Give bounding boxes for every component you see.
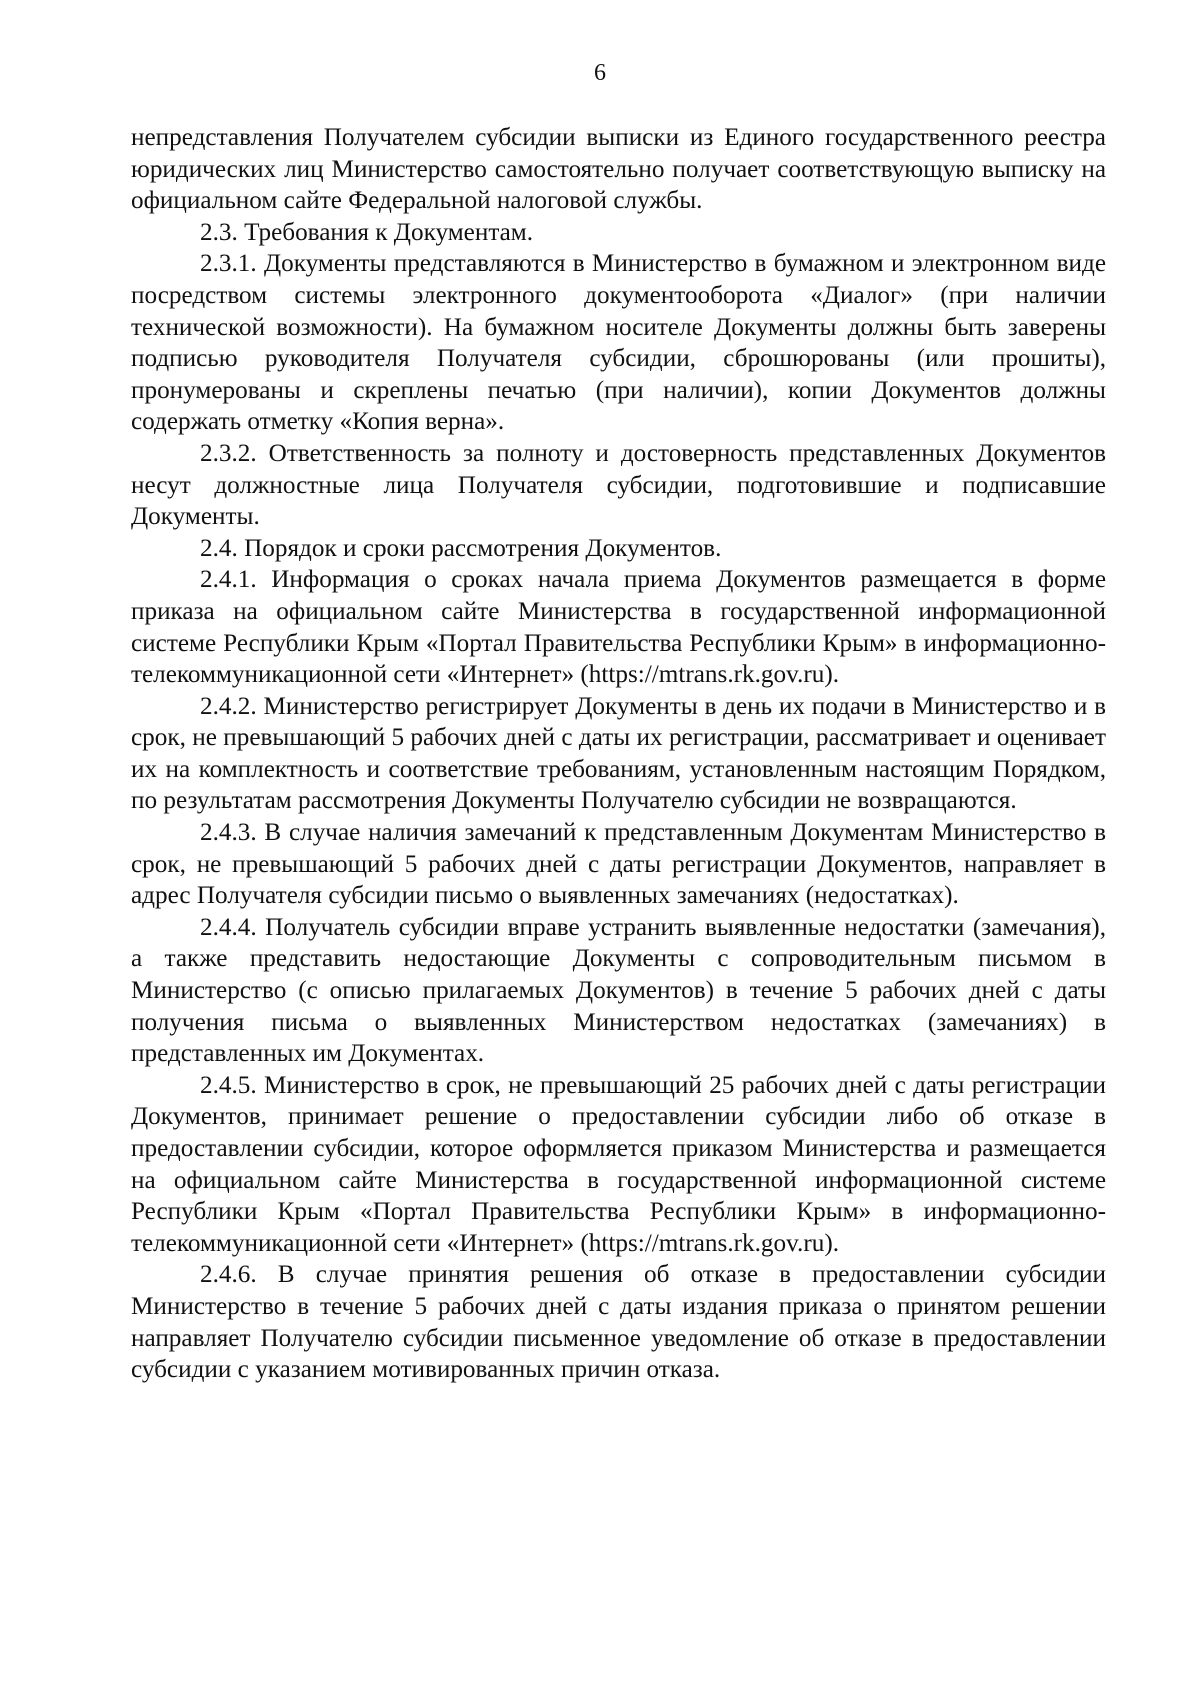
section-heading-2-3: 2.3. Требования к Документам. <box>200 218 534 246</box>
paragraph-2-4-3: 2.4.3. В случае наличия замечаний к представленным Документам Министерство в срок, не превышающий 5 рабочих дней с даты регистрации Документов, направляет в адрес Получателя субсидии письмо о выявленных замечаниях (недостатках). <box>131 819 1106 910</box>
paragraph-2-3-1: 2.3.1. Документы представляются в Министерство в бумажном и электронном виде посредством системы электронного документооборота «Диалог» (при наличии технической возможности). На бумажном носителе Документы должны быть заверены подписью руководителя Получателя субсидии, сброшюрованы (или прошиты), пронумерованы и скреплены печатью (при наличии), копии Документов должны содержать отметку «Копия верна». <box>131 250 1106 436</box>
paragraph-continuation: непредставления Получателем субсидии выписки из Единого государственного реестра юридических лиц Министерство самостоятельно получает соответствующую выписку на официальном сайте Федеральной налоговой службы. <box>131 124 1106 215</box>
paragraph-2-4-6: 2.4.6. В случае принятия решения об отказе в предоставлении субсидии Министерство в течение 5 рабочих дней с даты издания приказа о принятом решении направляет Получателю субсидии письменное уведомление об отказе в предоставлении субсидии с указанием мотивированных причин отказа. <box>131 1261 1106 1384</box>
paragraph-2-4-4: 2.4.4. Получатель субсидии вправе устранить выявленные недостатки (замечания), а также представить недостающие Документы с сопроводительным письмом в Министерство (с описью прилагаемых Документов) в течение 5 рабочих дней с даты получения письма о выявленных Министерством недостатках (замечаниях) в представленных им Документах. <box>131 913 1106 1068</box>
section-heading-2-4: 2.4. Порядок и сроки рассмотрения Документов. <box>200 534 722 562</box>
page-number: 6 <box>594 60 606 86</box>
paragraph-2-4-2: 2.4.2. Министерство регистрирует Документы в день их подачи в Министерство и в срок, не превышающий 5 рабочих дней с даты их регистрации, рассматривает и оценивает их на комплектность и соответствие требованиям, установленным настоящим Порядком, по результатам рассмотрения Документы Получателю субсидии не возвращаются. <box>131 692 1106 815</box>
paragraph-2-3-2: 2.3.2. Ответственность за полноту и достоверность представленных Документов несут должностные лица Получателя субсидии, подготовившие и подписавшие Документы. <box>131 439 1106 531</box>
document-body <box>131 122 1106 1386</box>
paragraph-2-4-1: 2.4.1. Информация о сроках начала приема Документов размещается в форме приказа на официальном сайте Министерства в государственной информационной системе Республики Крым «Портал Правительства Республики Крым» в информационно-телекоммуникационной сети «Интернет» (https://mtrans.rk.gov.ru). <box>131 566 1106 689</box>
paragraph-2-4-5: 2.4.5. Министерство в срок, не превышающий 25 рабочих дней с даты регистрации Документов, принимает решение о предоставлении субсидии либо об отказе в предоставлении субсидии, которое оформляется приказом Министерства и размещается на официальном сайте Министерства в государственной информационной системе Республики Крым «Портал Правительства Республики Крым» в информационно-телекоммуникационной сети «Интернет» (https://mtrans.rk.gov.ru). <box>131 1071 1106 1257</box>
